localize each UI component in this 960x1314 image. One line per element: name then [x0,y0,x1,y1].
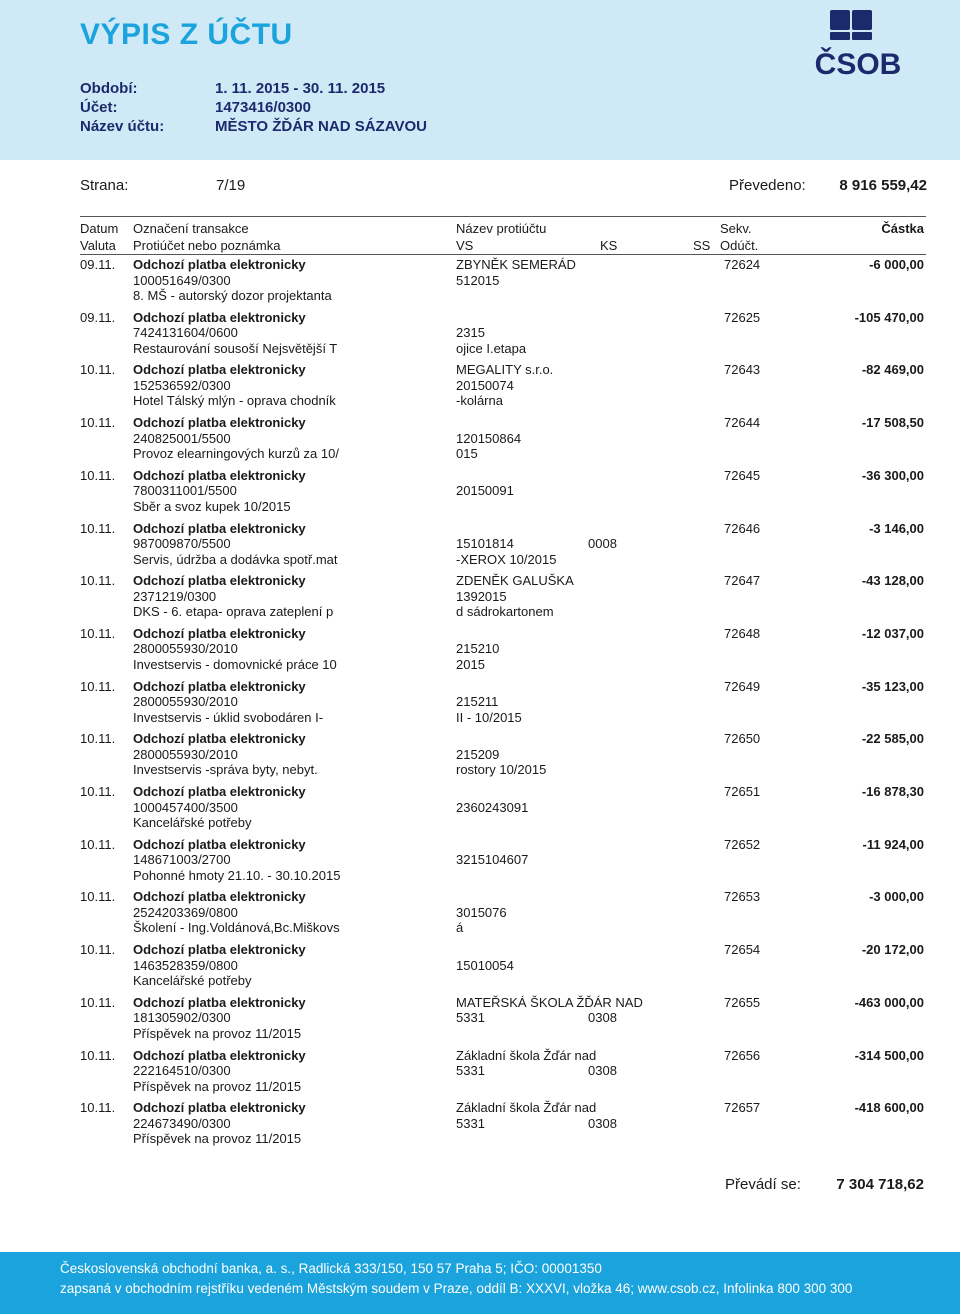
row-vs: 3215104607 [456,852,529,868]
row-date: 10.11. [80,573,116,589]
row-vs: 2315 [456,325,485,341]
bank-footer [0,1252,960,1314]
row-note: Restaurování sousoší Nejsvětější T [133,340,338,356]
row-amount: -418 600,00 [854,1100,924,1116]
transaction-row [0,1048,960,1101]
row-sequence: 72653 [724,889,761,905]
row-date: 10.11. [80,520,116,536]
row-counterparty-name: ZDENĚK GALUŠKA [456,573,574,589]
header-bottom-rule [80,254,926,255]
row-counterparty-extra: II - 10/2015 [456,709,522,725]
row-counterparty-name: ZBYNĚK SEMERÁD [456,257,576,272]
row-counterparty-extra: ojice I.etapa [456,340,527,356]
col-counterparty: Název protiúčtu VS [456,221,547,253]
row-date: 09.11. [80,309,116,325]
row-vs: 15010054 [456,957,514,973]
col-amount: Částka [881,221,924,236]
row-counterparty-extra: rostory 10/2015 [456,762,547,778]
row-transaction-type: Odchozí platba elektronicky [133,731,306,747]
row-note: Příspěvek na provoz 11/2015 [133,1078,302,1094]
csob-logo [812,8,904,78]
row-transaction-type: Odchozí platba elektronicky [133,994,306,1010]
row-date: 10.11. [80,942,116,958]
document-title: VÝPIS Z ÚČTU [80,18,293,51]
row-note: Kancelářské potřeby [133,973,252,989]
row-counter-account: 100051649/0300 [133,272,231,288]
row-sequence: 72652 [724,836,761,852]
row-vs: 1392015 [456,588,507,604]
row-counterparty-extra: á [456,920,464,936]
carried-over-value: 8 916 559,42 [839,177,927,194]
header-top-rule [80,216,926,217]
row-transaction-type: Odchozí platba elektronicky [133,467,306,483]
transaction-row [0,784,960,837]
row-transaction-type: Odchozí platba elektronicky [133,415,306,431]
period-label: Období: [80,80,138,97]
row-amount: -6 000,00 [869,257,924,272]
row-amount: -12 037,00 [861,625,924,641]
row-sequence: 72651 [724,784,761,799]
account-name-label: Název účtu: [80,118,165,135]
row-date: 10.11. [80,836,116,852]
row-transaction-type: Odchozí platba elektronicky [133,362,306,378]
row-counterparty-extra: -kolárna [456,393,503,409]
row-note: DKS - 6. etapa- oprava zateplení p [133,604,334,620]
row-vs: 5331 [456,1010,485,1026]
row-amount: -11 924,00 [862,836,924,852]
row-sequence: 72624 [724,257,761,272]
row-counter-account: 2800055930/2010 [133,694,238,710]
row-amount: -82 469,00 [861,362,924,378]
row-counterparty-extra: 2015 [456,656,485,672]
footer-line-1: Československá obchodní banka, a. s., Radlická 333/150, 150 57 Praha 5; IČO: 00001350 [60,1261,602,1276]
page-value: 7/19 [216,177,246,194]
row-note: Investservis - úklid svobodáren I- [133,709,324,725]
row-sequence: 72647 [724,573,761,589]
row-amount: -17 508,50 [861,415,924,431]
row-vs: 215209 [456,746,500,762]
col-ks: KS [600,238,618,253]
row-counter-account: 2524203369/0800 [133,904,238,920]
row-ks: 0308 [588,1115,617,1131]
row-vs: 20150091 [456,483,514,499]
row-counter-account: 181305902/0300 [133,1010,231,1026]
row-amount: -36 300,00 [861,467,924,483]
row-transaction-type: Odchozí platba elektronicky [133,625,306,641]
transaction-row [0,257,960,310]
row-transaction-type: Odchozí platba elektronicky [133,678,306,694]
footer-line-2: zapsaná v obchodním rejstříku vedeném Městským soudem v Praze, oddíl B: XXXVI, vložka 46; www.csob.cz, Infolinka 800 300 300 [60,1281,853,1296]
row-transaction-type: Odchozí platba elektronicky [133,520,306,536]
transaction-row [0,731,960,784]
row-counter-account: 224673490/0300 [133,1115,231,1131]
row-note: Kancelářské potřeby [133,815,252,830]
row-sequence: 72644 [724,415,761,431]
row-counterparty-extra: -XEROX 10/2015 [456,551,557,567]
row-transaction-type: Odchozí platba elektronicky [133,836,306,852]
transaction-row [0,521,960,574]
row-note: Investservis -správa byty, nebyt. [133,762,318,778]
transaction-row [0,310,960,363]
logo-text: ČSOB [814,48,902,78]
row-sequence: 72646 [724,520,761,536]
transaction-row [0,1100,960,1153]
row-ks: 0008 [588,536,617,551]
row-transaction-type: Odchozí platba elektronicky [133,1047,306,1063]
row-amount: -463 000,00 [854,994,924,1010]
transaction-row [0,362,960,415]
row-sequence: 72645 [724,467,761,483]
row-transaction-type: Odchozí platba elektronicky [133,309,306,325]
row-ks: 0308 [588,1063,617,1078]
row-counterparty-extra: d sádrokartonem [456,604,554,620]
col-transaction: Označení transakce Protiúčet nebo poznámka [133,221,281,253]
row-date: 10.11. [80,1100,116,1116]
col-sequence: Sekv. Odúčt. [720,221,759,253]
row-note: Servis, údržba a dodávka spotř.mat [133,551,338,567]
transfer-label: Převádí se: [725,1176,801,1193]
row-amount: -314 500,00 [854,1047,924,1063]
row-transaction-type: Odchozí platba elektronicky [133,1100,306,1116]
row-date: 10.11. [80,362,116,378]
row-note: 8. MŠ - autorský dozor projektanta [133,288,332,303]
row-amount: -20 172,00 [861,942,924,958]
row-ks: 0308 [588,1010,617,1026]
row-counter-account: 1000457400/3500 [133,799,238,815]
row-sequence: 72643 [724,362,761,378]
row-counterparty-name: Základní škola Žďár nad [456,1047,597,1063]
row-note: Investservis - domovnické práce 10 [133,656,337,672]
account-name-value: MĚSTO ŽĎÁR NAD SÁZAVOU [215,118,427,135]
row-sequence: 72655 [724,994,761,1010]
row-counter-account: 7424131604/0600 [133,325,238,341]
transaction-row [0,995,960,1048]
page-label: Strana: [80,177,129,194]
row-date: 09.11. [80,257,116,272]
row-counter-account: 2371219/0300 [133,588,217,604]
row-date: 10.11. [80,415,116,431]
row-counter-account: 240825001/5500 [133,430,231,446]
row-counterparty-name: MATEŘSKÁ ŠKOLA ŽĎÁR NAD [456,994,643,1010]
row-vs: 215210 [456,641,500,657]
row-amount: -43 128,00 [861,573,924,589]
row-vs: 20150074 [456,377,514,393]
col-date: Datum Valuta [80,221,119,253]
row-sequence: 72657 [724,1100,761,1116]
transfer-value: 7 304 718,62 [836,1176,924,1193]
row-amount: -16 878,30 [861,784,924,799]
row-date: 10.11. [80,678,116,694]
transaction-row [0,837,960,890]
row-counter-account: 152536592/0300 [133,377,231,393]
account-label: Účet: [80,99,118,116]
row-vs: 5331 [456,1063,485,1078]
row-amount: -3 146,00 [869,520,924,536]
row-date: 10.11. [80,1047,116,1063]
row-transaction-type: Odchozí platba elektronicky [133,942,306,958]
row-vs: 120150864 [456,430,522,446]
row-counter-account: 222164510/0300 [133,1063,231,1078]
row-note: Příspěvek na provoz 11/2015 [133,1025,302,1041]
statement-header [0,0,960,160]
row-counter-account: 1463528359/0800 [133,957,238,973]
transaction-row [0,889,960,942]
row-note: Hotel Tálský mlýn - oprava chodník [133,393,336,409]
row-vs: 215211 [456,694,499,710]
row-counter-account: 2800055930/2010 [133,641,238,657]
row-counterparty-extra: 015 [456,446,478,462]
period-value: 1. 11. 2015 - 30. 11. 2015 [215,80,386,97]
row-sequence: 72625 [724,309,761,325]
row-counter-account: 7800311001/5500 [133,483,237,499]
row-date: 10.11. [80,784,116,799]
row-sequence: 72650 [724,731,761,747]
row-vs: 3015076 [456,904,507,920]
row-note: Příspěvek na provoz 11/2015 [133,1131,302,1147]
row-note: Sběr a svoz kupek 10/2015 [133,498,291,514]
row-date: 10.11. [80,889,116,905]
col-ss: SS [693,238,711,253]
row-amount: -22 585,00 [861,731,924,747]
transaction-row [0,679,960,732]
transaction-row [0,626,960,679]
row-transaction-type: Odchozí platba elektronicky [133,257,306,272]
row-transaction-type: Odchozí platba elektronicky [133,573,306,589]
row-note: Pohonné hmoty 21.10. - 30.10.2015 [133,867,341,883]
row-date: 10.11. [80,625,116,641]
row-note: Provoz elearningových kurzů za 10/ [133,446,339,462]
row-amount: -35 123,00 [861,678,924,694]
transaction-row [0,415,960,468]
row-vs: 512015 [456,272,500,288]
row-counter-account: 148671003/2700 [133,852,231,868]
row-sequence: 72654 [724,942,761,958]
row-date: 10.11. [80,467,116,483]
row-counterparty-name: MEGALITY s.r.o. [456,362,554,378]
transaction-row [0,942,960,995]
row-amount: -3 000,00 [869,889,924,905]
row-note: Školení - Ing.Voldánová,Bc.Miškovs [133,920,340,936]
row-vs: 15101814 [456,536,514,551]
row-date: 10.11. [80,731,116,747]
row-sequence: 72649 [724,678,761,694]
row-vs: 2360243091 [456,799,529,815]
row-sequence: 72656 [724,1047,761,1063]
transaction-row [0,573,960,626]
carried-over-label: Převedeno: [729,177,806,194]
row-date: 10.11. [80,994,116,1010]
row-vs: 5331 [456,1115,485,1131]
row-sequence: 72648 [724,625,761,641]
row-transaction-type: Odchozí platba elektronicky [133,889,306,905]
transaction-row [0,468,960,521]
row-amount: -105 470,00 [854,309,924,325]
row-counter-account: 987009870/5500 [133,536,231,551]
row-transaction-type: Odchozí platba elektronicky [133,784,306,799]
row-counter-account: 2800055930/2010 [133,746,238,762]
row-counterparty-name: Základní škola Žďár nad [456,1100,597,1116]
account-value: 1473416/0300 [215,99,311,116]
